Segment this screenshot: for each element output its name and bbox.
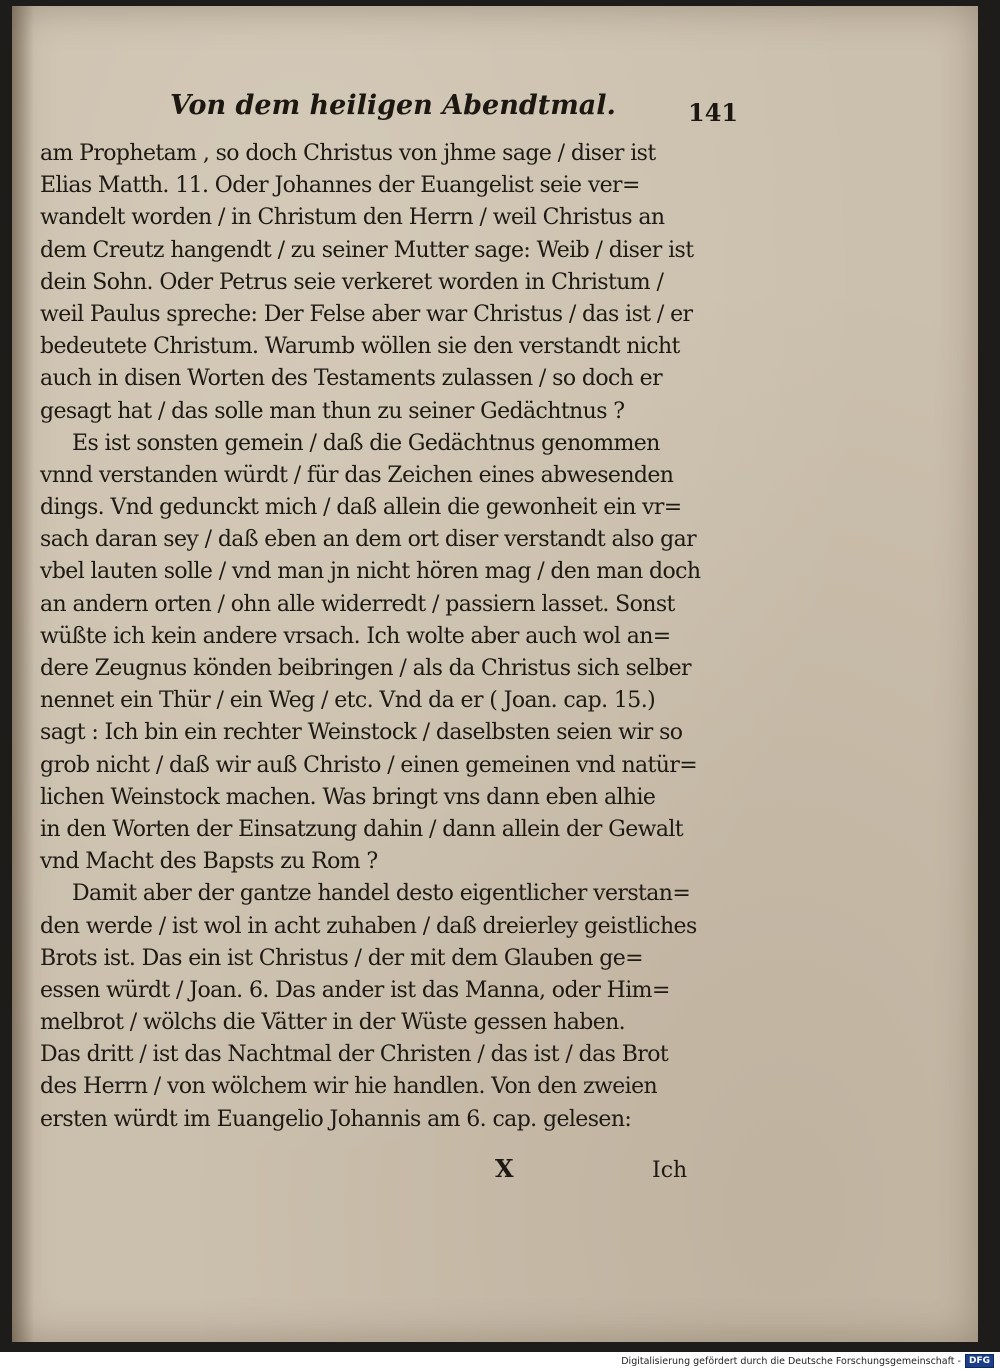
text-line: wandelt worden / in Christum den Herrn / weil Christus an [40, 205, 665, 231]
running-head: Von dem heiligen Abendtmal. [170, 90, 616, 121]
text-line: dings. Vnd gedunckt mich / daß allein die gewonheit ein vr= [40, 495, 682, 521]
text-line: essen würdt / Joan. 6. Das ander ist das Manna, oder Him= [40, 977, 670, 1003]
text-line: sagt : Ich bin ein rechter Weinstock / daselbsten seien wir so [40, 720, 683, 746]
text-line: am Prophetam , so doch Christus von jhme sage / diser ist [40, 141, 656, 166]
page-foot [40, 1154, 730, 1188]
text-line: sach daran sey / daß eben an dem ort diser verstandt also gar [40, 527, 697, 553]
book-page [12, 6, 978, 1342]
text-line: Das dritt / ist das Nachtmal der Christen / das ist / das Brot [40, 1042, 669, 1068]
text-line: lichen Weinstock machen. Was bringt vns dann eben alhie [40, 784, 656, 810]
text-line: weil Paulus spreche: Der Felse aber war Christus / das ist / er [40, 301, 693, 327]
text-line: Brots ist. Das ein ist Christus / der mit dem Glauben ge= [40, 945, 643, 971]
text-line: vbel lauten solle / vnd man jn nicht hören mag / den man doch [40, 559, 701, 585]
text-line: bedeutete Christum. Warumb wöllen sie den verstandt nicht [40, 334, 680, 360]
text-line: dere Zeugnus könden beibringen / als da Christus sich selber [40, 656, 691, 681]
text-line: gesagt hat / das solle man thun zu seiner Gedächtnus ? [40, 398, 625, 424]
funding-credit: Digitalisierung gefördert durch die Deutsche Forschungsgemeinschaft - [621, 1355, 961, 1367]
digitization-footer [621, 1354, 994, 1368]
body-text [40, 138, 730, 1136]
text-line: an andern orten / ohn alle widerredt / passiern lasset. Sonst [40, 591, 675, 617]
text-line: vnnd verstanden würdt / für das Zeichen eines abwesenden [40, 462, 674, 488]
text-line: nennet ein Thür / ein Weg / etc. Vnd da er ( Joan. cap. 15.) [40, 688, 656, 714]
binding-shadow [12, 6, 34, 1342]
signature-mark: X [495, 1154, 514, 1183]
text-line: dein Sohn. Oder Petrus seie verkeret worden in Christum / [40, 269, 664, 295]
text-line: Elias Matth. 11. Oder Johannes der Euangelist seie ver= [40, 173, 640, 199]
text-line: dem Creutz hangendt / zu seiner Mutter sage: Weib / diser ist [40, 237, 694, 263]
catchword: Ich [652, 1158, 688, 1183]
text-line: wüßte ich kein andere vrsach. Ich wolte aber auch wol an= [40, 623, 671, 649]
text-line: Es ist sonsten gemein / daß die Gedächtnus genommen [72, 430, 660, 456]
text-line: in den Worten der Einsatzung dahin / dann allein der Gewalt [40, 816, 684, 842]
text-line: des Herrn / von wölchem wir hie handlen. Von den zweien [40, 1074, 658, 1100]
dfg-logo: DFG [965, 1354, 994, 1368]
text-line: den werde / ist wol in acht zuhaben / daß dreierley geistliches [40, 913, 697, 939]
text-line: melbrot / wölchs die Vätter in der Wüste gessen haben. [40, 1010, 626, 1036]
text-line: auch in disen Worten des Testaments zulassen / so doch er [40, 366, 663, 392]
text-line: vnd Macht des Bapsts zu Rom ? [40, 849, 378, 875]
text-line: Damit aber der gantze handel desto eigentlicher verstan= [72, 881, 691, 907]
text-line: ersten würdt im Euangelio Johannis am 6. cap. gelesen: [40, 1106, 632, 1132]
page-number: 141 [688, 98, 739, 127]
text-line: grob nicht / daß wir auß Christo / einen gemeinen vnd natür= [40, 752, 698, 778]
